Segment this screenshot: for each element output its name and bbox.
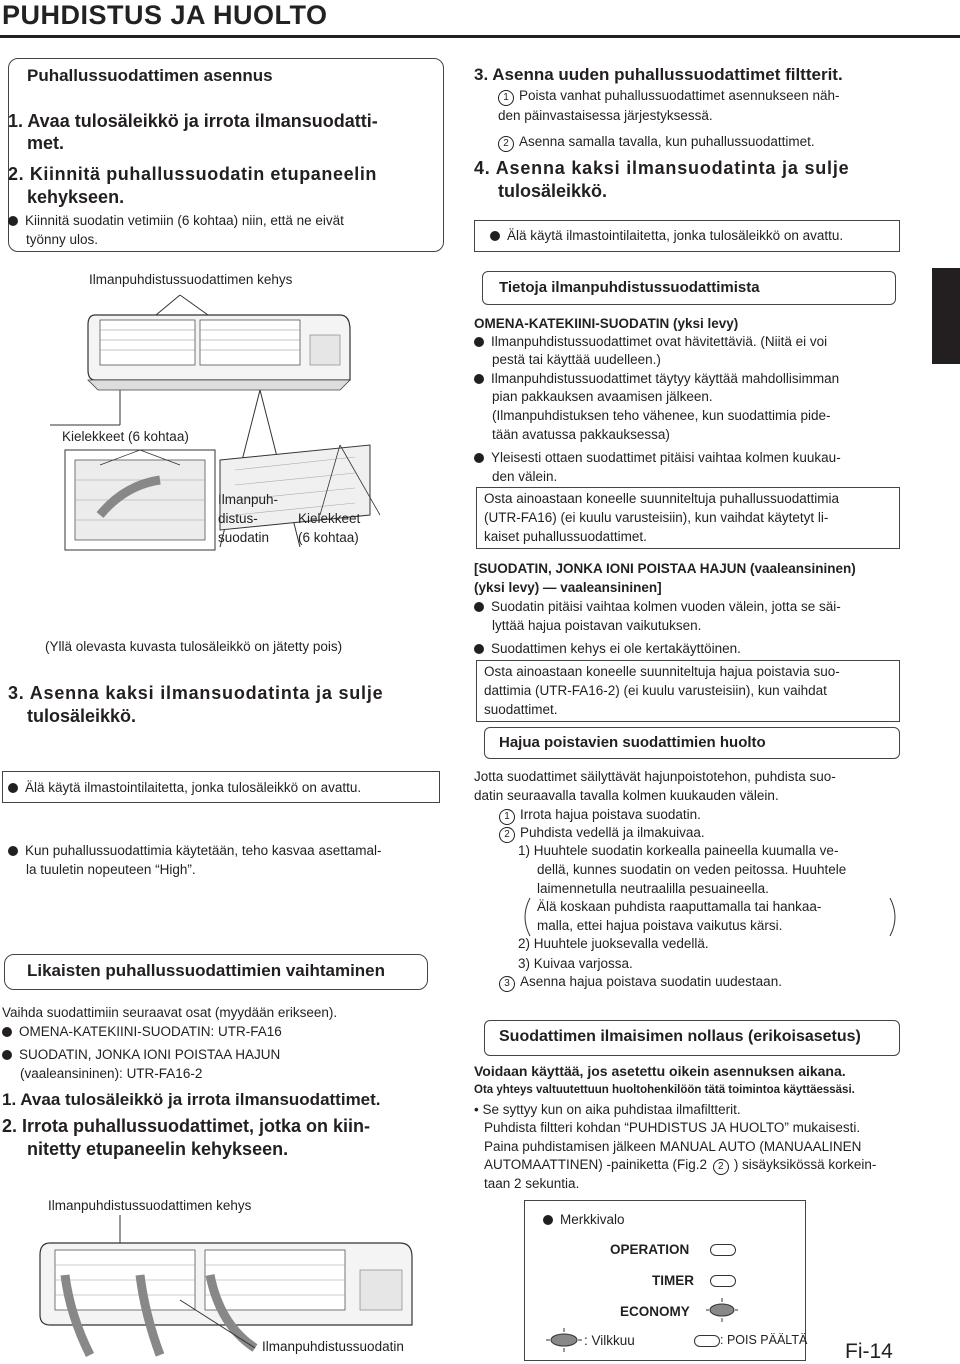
fig1-label-filter-a: Ilmanpuh- [218,492,279,507]
care-2-text: Puhdista vedellä ja ilmakuivaa. [520,825,705,840]
info-title: Tietoja ilmanpuhdistussuodattimista [499,279,760,296]
reset-b-d2-text: ) sisäyksikössä korkein- [733,1157,877,1172]
page-title: PUHDISTUS JA HUOLTO [2,0,328,30]
bullet-icon [8,216,18,226]
panel-operation: OPERATION [610,1242,690,1257]
bullet-icon [8,846,18,856]
apple-b2-d: tään avatussa pakkauksessa) [492,427,670,442]
r-step3-item2-text: Asenna samalla tavalla, kun puhallussuodattimet. [519,134,815,149]
care-p-b: datin seuraavalla tavalla kolmen kuukauden välein. [474,788,779,803]
fig1-note: (Yllä olevasta kuvasta tulosäleikkö on jätetty pois) [45,639,343,654]
s1-warning-text: Älä käytä ilmastointilaitetta, jonka tulosäleikkö on avattu. [25,780,362,795]
fig1-label-tabs-right-b: (6 kohtaa) [298,530,359,545]
s1-warning [8,778,361,797]
legend-blink: : Vilkkuu [584,1333,635,1348]
s1-note [8,841,381,860]
num-2-icon: 2 [499,827,515,843]
apple-b2 [474,369,839,388]
ion-b2-text: Suodattimen kehys ei ole kertakäyttöinen. [491,641,741,656]
reset-title: Suodattimen ilmaisimen nollaus (erikoisasetus) [499,1028,861,1045]
num-1-icon: 1 [498,90,514,106]
apple-b3-b: den välein. [492,469,558,484]
num-1-icon: 1 [499,809,515,825]
care-2-1-b: dellä, kunnes suodatin on veden peitossa. Huuhtele [537,862,847,877]
bullet-icon [2,1050,12,1060]
apple-b2-b: pian pakkauksen avaamisen jälkeen. [492,389,713,404]
care-1-text: Irrota hajua poistava suodatin. [520,807,701,822]
s1-bullet-text: Kiinnitä suodatin vetimiin (6 kohtaa) niin, että ne eivät [25,213,344,228]
num-2-icon: 2 [498,136,514,152]
care-3 [499,972,782,992]
care-paren-b: malla, ettei hajua poistava vaikutus kärsi. [537,918,783,933]
s1-step1-a: 1. Avaa tulosäleikkö ja irrota ilmansuodatti- [8,111,378,131]
reset-b-b: Puhdista filtteri kohdan “PUHDISTUS JA HUOLTO” mukaisesti. [484,1120,861,1135]
bullet-icon [8,783,18,793]
ion-heading-a: [SUODATIN, JONKA IONI POISTAA HAJUN (vaaleansininen) [474,561,856,576]
reset-b-c: Paina puhdistamisen jälkeen MANUAL AUTO (MANUAALINEN [484,1139,862,1154]
s2-bullet2-text: SUODATIN, JONKA IONI POISTAA HAJUN [19,1047,281,1062]
s1-step3-b: tulosäleikkö. [27,706,137,726]
fig1-label-frame: Ilmanpuhdistussuodattimen kehys [89,272,293,287]
s1-step1-b: met. [27,133,65,153]
r-step3-item1-text: Poista vanhat puhallussuodattimet asennukseen näh- [519,88,840,103]
r-step3-item1 [498,86,839,106]
r-step3-title: 3. Asenna uuden puhallussuodattimet filtterit. [474,65,843,84]
bullet-icon [474,644,484,654]
apple-box-a: Osta ainoastaan koneelle suunniteltuja puhallussuodattimia [484,491,839,506]
reset-b-a: • Se syttyy kun on aika puhdistaa ilmafiltterit. [474,1102,741,1117]
apple-box-c: kaiset puhallussuodattimet. [484,529,647,544]
s2-step1: 1. Avaa tulosäleikkö ja irrota ilmansuodattimet. [2,1090,381,1109]
bullet-icon [474,337,484,347]
s1-note-b: la tuuletin nopeuteen “High”. [26,862,196,877]
ion-box-b: dattimia (UTR-FA16-2) (ei kuulu varusteisiin), kun vaihdat [484,683,827,698]
care-1 [499,805,701,825]
reset-b-d [484,1155,876,1175]
fig1-label-tabs-left: Kielekkeet (6 kohtaa) [62,429,189,444]
ion-b1 [474,597,841,616]
apple-b3 [474,448,841,467]
panel-timer: TIMER [652,1273,694,1288]
bullet-icon [474,453,484,463]
indicator-dot-icon [543,1215,553,1225]
panel-indicator-text: Merkkivalo [560,1212,625,1227]
r-step4-a: 4. Asenna kaksi ilmansuodatinta ja sulje [474,158,850,178]
ion-box-c: suodattimet. [484,702,558,717]
ion-box-a: Osta ainoastaan koneelle suunniteltuja hajua poistavia suo- [484,664,840,679]
s1-note-text: Kun puhallussuodattimia käytetään, teho kasvaa asettamal- [25,843,382,858]
reset-bold: Voidaan käyttää, jos asetettu oikein asennuksen aikana. [474,1063,846,1079]
page-number: Fi-14 [845,1340,893,1363]
apple-b1-text: Ilmanpuhdistussuodattimet ovat hävitettäviä. (Niitä ei voi [491,334,828,349]
legend-blink-icon [544,1328,584,1352]
bullet-icon [490,231,500,241]
apple-b2-text: Ilmanpuhdistussuodattimet täytyy käyttää mahdollisimman [491,371,840,386]
fig2-label-filter: Ilmanpuhdistussuodatin [262,1339,404,1354]
bullet-icon [474,602,484,612]
section1-title: Puhallussuodattimen asennus [27,66,273,85]
r-warning-text: Älä käytä ilmastointilaitetta, jonka tulosäleikkö on avattu. [507,228,844,243]
s2-intro: Vaihda suodattimiin seuraavat osat (myydään erikseen). [2,1005,338,1020]
care-p-a: Jotta suodattimet säilyttävät hajunpoistotehon, puhdista suo- [474,769,836,784]
reset-small-bold: Ota yhteys valtuutettuun huoltohenkilöön tätä toimintoa käyttäessäsi. [474,1084,855,1096]
panel-indicator [543,1210,625,1229]
fig1-label-tabs-right-a: Kielekkeet [298,511,361,526]
s1-bullet-b: työnny ulos. [26,232,99,247]
num-3-icon: 3 [499,976,515,992]
care-2-2: 2) Huuhtele juoksevalla vedellä. [518,936,709,951]
operation-led-icon [710,1244,736,1256]
s1-step2-a: 2. Kiinnitä puhallussuodatin etupaneelin [8,164,378,184]
header-rule [0,35,960,38]
care-2-3: 3) Kuivaa varjossa. [518,956,633,971]
r-step3-item2 [498,132,815,152]
legend-off: : POIS PÄÄLTÄ [720,1333,808,1347]
r-warning [490,226,843,245]
bullet-icon [2,1027,12,1037]
s2-step2-b: nitetty etupaneelin kehykseen. [27,1139,289,1159]
care-2 [499,823,705,843]
s2-bullet2-b: (vaaleansininen): UTR-FA16-2 [20,1066,203,1081]
apple-b3-text: Yleisesti ottaen suodattimet pitäisi vaihtaa kolmen kuukau- [491,450,841,465]
legend-off-icon [694,1335,720,1347]
apple-heading: OMENA-KATEKIINI-SUODATIN (yksi levy) [474,316,739,331]
fig1-label-filter-c: suodatin [218,530,270,545]
ion-heading-b: (yksi levy) — vaaleansininen] [474,580,662,595]
s2-bullet2 [2,1045,280,1064]
timer-led-icon [710,1275,736,1287]
care-paren-a: Älä koskaan puhdista raaputtamalla tai hankaa- [537,899,822,914]
care-2-1-a: 1) Huuhtele suodatin korkealla paineella kuumalla ve- [518,843,839,858]
care-3-text: Asenna hajua poistava suodatin uudestaan. [520,974,782,989]
apple-b1 [474,332,827,351]
apple-b2-c: (Ilmanpuhdistuksen teho vähenee, kun suodattimia pide- [492,408,831,423]
reset-b-e: taan 2 sekuntia. [484,1176,580,1191]
s2-bullet1-text: OMENA-KATEKIINI-SUODATIN: UTR-FA16 [19,1024,282,1039]
r-step4-b: tulosäleikkö. [498,181,608,201]
side-tab [932,268,960,364]
care-title: Hajua poistavien suodattimien huolto [499,734,766,751]
s1-step2-b: kehykseen. [27,187,125,207]
ion-b1-text: Suodatin pitäisi vaihtaa kolmen vuoden välein, jotta se säi- [491,599,841,614]
s2-bullet1 [2,1022,282,1041]
s1-bullet [8,211,344,230]
num-2-icon: 2 [713,1159,729,1175]
s1-step3-a: 3. Asenna kaksi ilmansuodatinta ja sulje [8,683,384,703]
bullet-icon [474,374,484,384]
reset-b-d-text: AUTOMAATTINEN) -painiketta (Fig.2 [484,1157,711,1172]
fig2-label-frame: Ilmanpuhdistussuodattimen kehys [48,1198,252,1213]
fig1-label-filter-b: distus- [218,511,258,526]
economy-led-blink-icon [704,1298,740,1322]
panel-economy: ECONOMY [620,1304,690,1319]
apple-box-b: (UTR-FA16) (ei kuulu varusteisiin), kun vaihdat käytetyt li- [484,510,829,525]
s2-step2-a: 2. Irrota puhallussuodattimet, jotka on kiin- [2,1116,371,1136]
section2-title: Likaisten puhallussuodattimien vaihtaminen [27,961,386,980]
ion-b1-b: lyttää hajua poistavan vaikutuksen. [492,618,702,633]
r-step3-item1-b: den päinvastaisessa järjestyksessä. [498,108,713,123]
care-2-1-c: laimennetulla neutraalilla pesuaineella. [537,881,769,896]
apple-b1-b: pestä tai käyttää uudelleen.) [492,352,661,367]
ion-b2 [474,639,741,658]
